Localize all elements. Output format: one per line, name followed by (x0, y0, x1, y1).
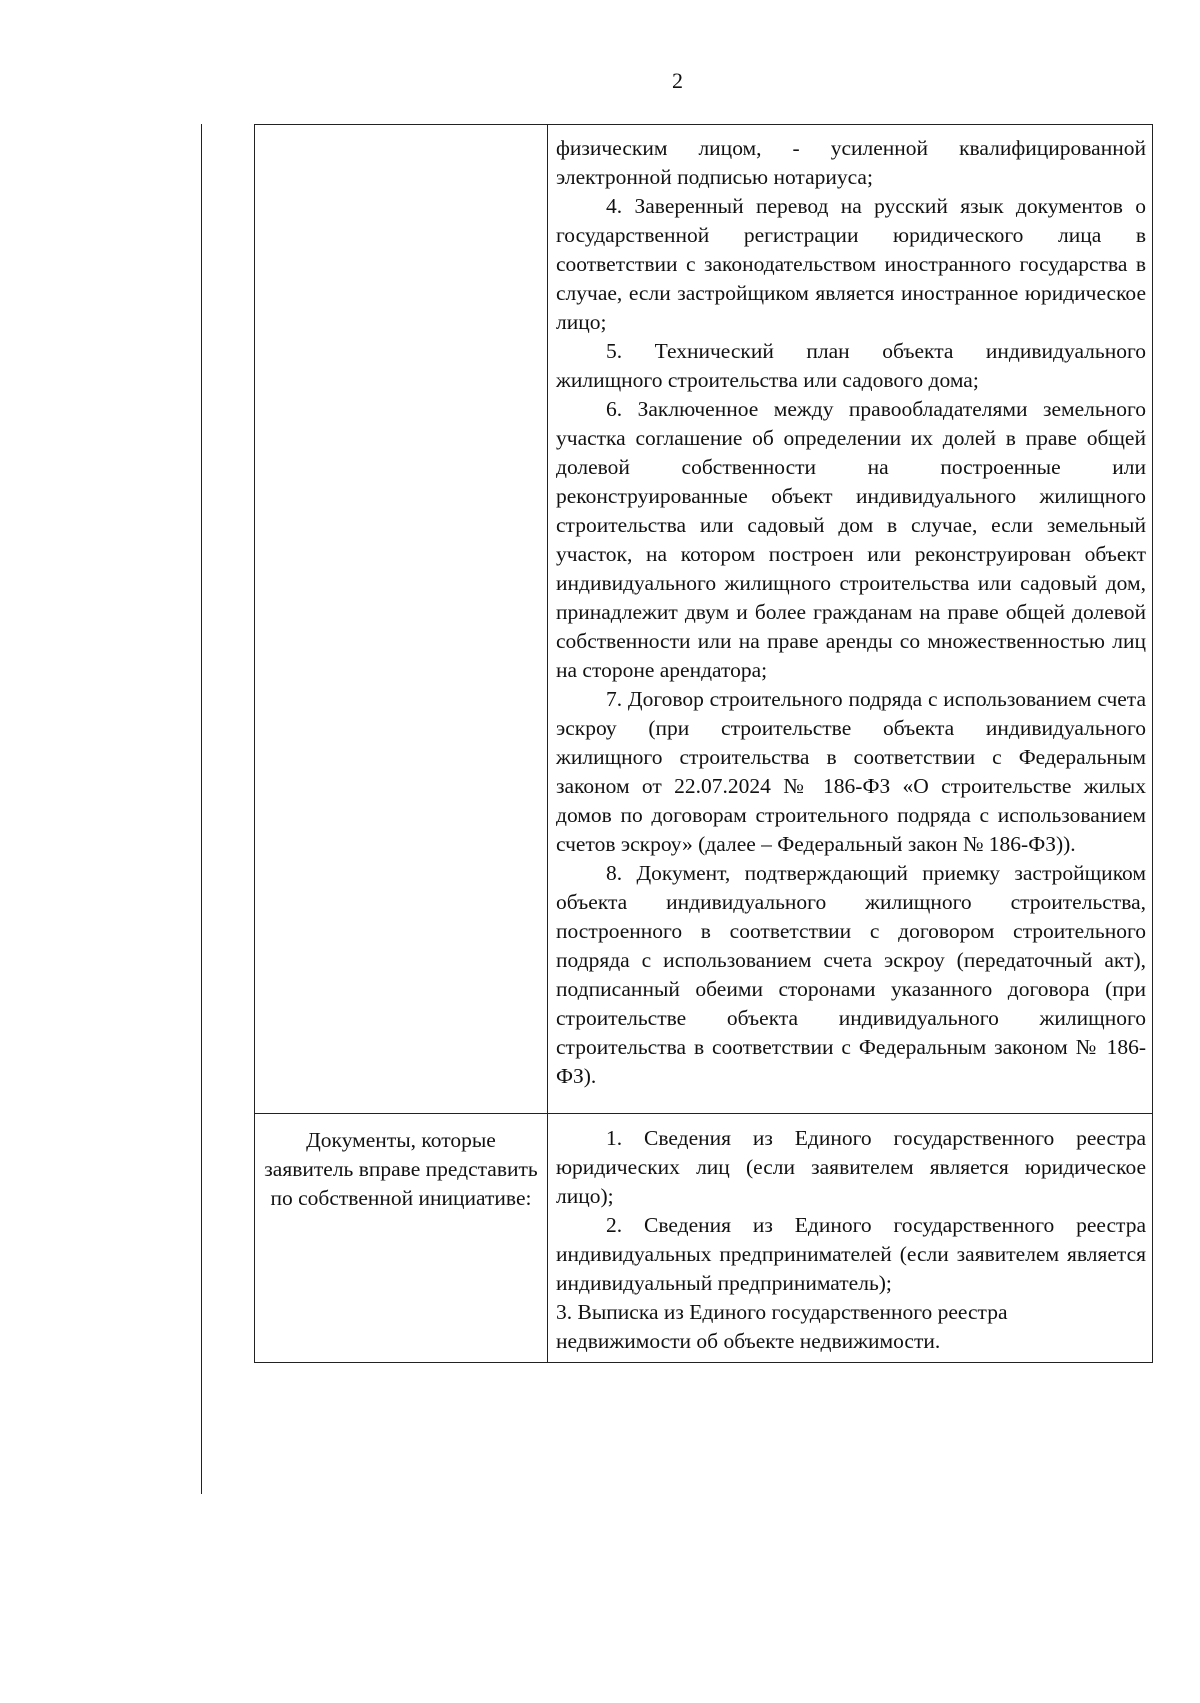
table-cell-content (548, 1114, 1153, 1363)
table-cell-content (548, 125, 1153, 1114)
document-table (254, 124, 1153, 1363)
list-item: 5. Технический план объекта индивидуального жилищного строительства или садового дома; (556, 339, 1146, 392)
list-item: 4. Заверенный перевод на русский язык документов о государственной регистрации юридического лица в соответствии с законодательством иностранного государства в случае, если застройщиком является иностранное юридическое лицо; (556, 194, 1146, 334)
page-number: 2 (672, 68, 683, 93)
list-item: 6. Заключенное между правообладателями земельного участка соглашение об определении их долей в праве общей долевой собственности на построенные или реконструированные объект индивидуального жилищного строительства или садовый дом в случае, если земельный участок, на котором построен или реконструирован объект индивидуального жилищного строительства или садовый дом, принадлежит двум и более гражданам на праве общей долевой собственности или на праве аренды со множественностью лиц на стороне арендатора; (556, 397, 1146, 682)
list-item: 2. Сведения из Единого государственного реестра индивидуальных предпринимателей (если заявителем является индивидуальный предприниматель); (556, 1213, 1146, 1295)
list-item: 1. Сведения из Единого государственного реестра юридических лиц (если заявителем является юридическое лицо); (556, 1126, 1146, 1208)
list-item: 7. Договор строительного подряда с использованием счета эскроу (при строительстве объекта индивидуального жилищного строительства в соответствии с Федеральным законом от 22.07.2024 № 186-ФЗ «О строительстве жилых домов по договорам строительного подряда с использованием счетов эскроу» (далее – Федеральный закон № 186-ФЗ)). (556, 687, 1146, 856)
list-item: 8. Документ, подтверждающий приемку застройщиком объекта индивидуального жилищного строительства, построенного в соответствии с договором строительного подряда с использованием счета эскроу (передаточный акт), подписанный обеими сторонами указанного договора (при строительстве объекта индивидуального жилищного строительства в соответствии с Федеральным законом № 186-ФЗ). (556, 861, 1146, 1088)
table-cell-label (255, 125, 548, 1114)
table-cell-label: Документы, которые заявитель вправе представить по собственной инициативе: (255, 1114, 548, 1363)
table-row (255, 125, 1153, 1114)
margin-rule (201, 124, 202, 1494)
table-row (255, 1114, 1153, 1363)
list-item: физическим лицом, - усиленной квалифицированной электронной подписью нотариуса; (556, 136, 1146, 189)
list-item: 3. Выписка из Единого государственного реестра недвижимости об объекте недвижимости. (556, 1300, 1008, 1353)
